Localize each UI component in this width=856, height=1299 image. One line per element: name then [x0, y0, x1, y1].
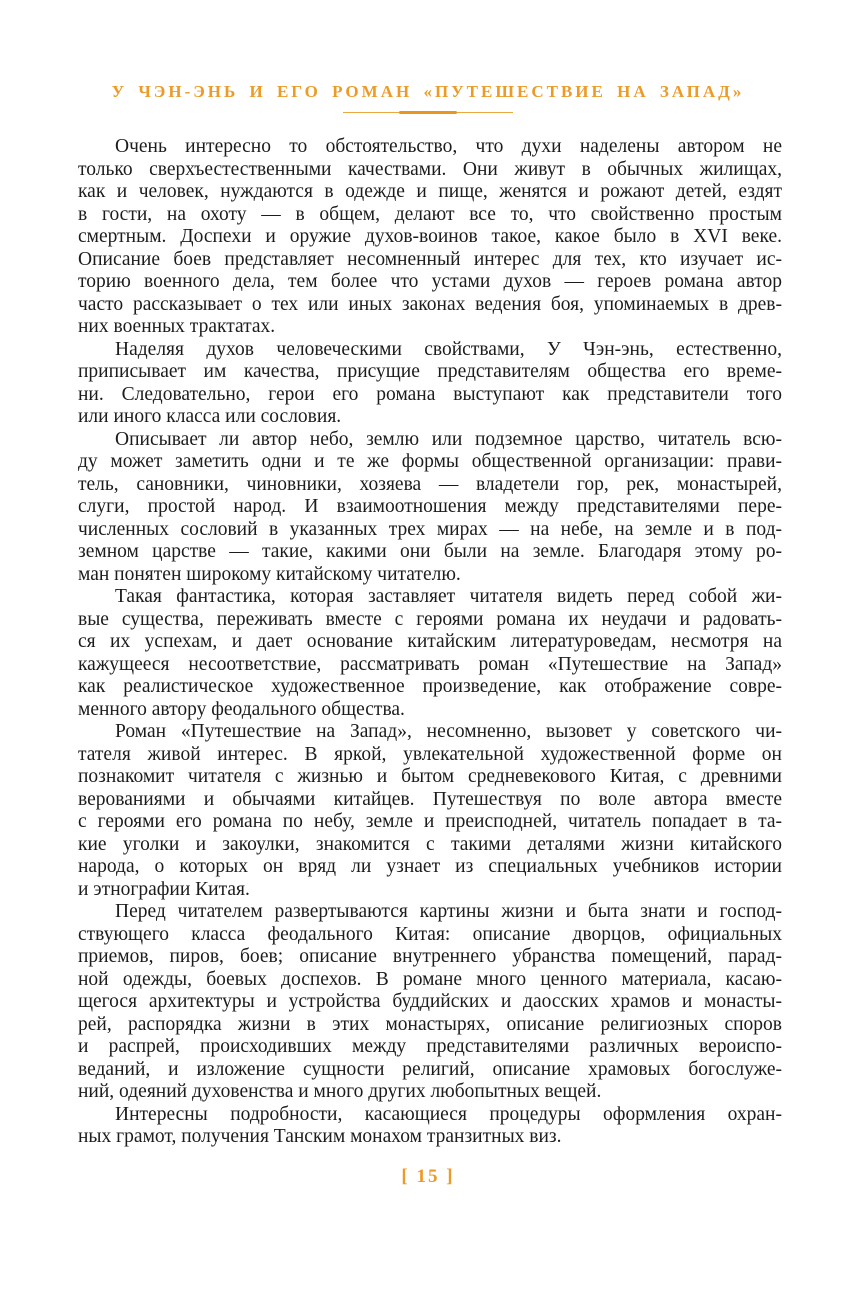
text-line: земном царстве — такие, какими они были на земле. Благодаря этому ро-	[78, 541, 782, 562]
text-line: кие уголки и закоулки, знакомится с такими деталями жизни китайского	[78, 833, 782, 855]
text-line: или иного класса или сословия.	[78, 406, 342, 427]
text-line: ствующего класса феодального Китая: описание дворцов, официальных	[78, 923, 782, 945]
text-line: Наделяя духов человеческими свойствами, У Чэн-энь, естественно,	[115, 338, 782, 360]
text-line: и этнографии Китая.	[78, 878, 250, 900]
ornament-divider	[343, 111, 513, 114]
text-line: познакомит читателя с жизнью и бытом средневекового Китая, с древними	[78, 766, 782, 787]
text-line: как и человек, нуждаются в одежде и пище, женятся и рожают детей, ездят	[78, 181, 782, 202]
text-line: народа, о которых он вряд ли узнает из специальных учебников истории	[78, 856, 782, 877]
text-line: кажущееся несоответствие, рассматривать роман «Путешествие на Запад»	[78, 653, 782, 675]
text-line: ний, одеяний духовенства и много других любопытных вещей.	[78, 1081, 602, 1102]
paragraph	[78, 339, 782, 429]
paragraph	[78, 721, 782, 901]
page-number: [ 15 ]	[401, 1165, 455, 1187]
text-line: тателя живой интерес. В яркой, увлекательной художественной форме он	[78, 743, 782, 765]
text-line: ни. Следовательно, герои его романа выступают как представители того	[78, 383, 782, 405]
paragraph	[78, 429, 782, 587]
text-line: них военных трактатах.	[78, 316, 276, 337]
text-line: приписывает им качества, присущие представителям общества его време-	[78, 361, 782, 382]
text-line: вые существа, переживать вместе с героями романа их неудачи и радовать-	[78, 608, 782, 630]
text-line: торию военного дела, тем более что устами духов — героев романа автор	[78, 271, 782, 292]
text-line: Очень интересно то обстоятельство, что духи наделены автором не	[115, 136, 782, 157]
text-line: часто рассказывает о тех или иных законах ведения боя, упоминаемых в древ-	[78, 293, 782, 315]
text-line: Роман «Путешествие на Запад», несомненно, вызовет у советского чи-	[115, 721, 782, 742]
text-line: ся их успехам, и дает основание китайским литературоведам, несмотря на	[78, 631, 782, 652]
text-line: и распрей, происходивших между представителями различных вероиспо-	[78, 1036, 782, 1057]
text-line: с героями его романа по небу, земле и преисподней, читатель попадает в та-	[78, 811, 782, 832]
page-header	[0, 0, 856, 114]
text-line: тель, сановники, чиновники, хозяева — владетели гор, рек, монастырей,	[78, 473, 782, 495]
text-line: смертным. Доспехи и оружие духов-воинов такое, какое было в XVI веке.	[78, 226, 782, 247]
paragraph	[78, 901, 782, 1104]
text-line: приемов, пиров, боев; описание внутреннего убранства помещений, парад-	[78, 946, 782, 967]
text-line: Такая фантастика, которая заставляет читателя видеть перед собой жи-	[115, 586, 782, 607]
text-line: только сверхъестественными качествами. Они живут в обычных жилищах,	[78, 158, 782, 180]
text-line: рей, распорядка жизни в этих монастырях, описание религиозных споров	[78, 1013, 782, 1035]
text-line: ман понятен широкому китайскому читателю.	[78, 563, 461, 585]
text-line: верованиями и обычаями китайцев. Путешествуя по воле автора вместе	[78, 788, 782, 810]
text-line: слуги, простой народ. И взаимоотношения между представителями пере-	[78, 496, 782, 517]
text-line: ных грамот, получения Танским монахом транзитных виз.	[78, 1126, 562, 1147]
text-line: Перед читателем развертываются картины жизни и быта знати и господ-	[115, 901, 782, 922]
paragraph	[78, 1104, 782, 1149]
text-line: менного автору феодального общества.	[78, 698, 405, 720]
text-line: Описание боев представляет несомненный интерес для тех, кто изучает ис-	[78, 248, 782, 270]
text-line: ной одежды, боевых доспехов. В романе много ценного материала, касаю-	[78, 968, 782, 990]
chapter-title: У ЧЭН-ЭНЬ И ЕГО РОМАН «ПУТЕШЕСТВИЕ НА ЗАПАД»	[111, 82, 745, 101]
text-line: как реалистическое художественное произведение, как отображение совре-	[78, 676, 782, 697]
body-text	[78, 136, 782, 1149]
text-line: Описывает ли автор небо, землю или подземное царство, читатель всю-	[115, 428, 782, 450]
text-line: в гости, на охоту — в общем, делают все то, что свойственно простым	[78, 203, 782, 225]
paragraph	[78, 136, 782, 339]
text-line: веданий, и изложение сущности религий, описание храмовых богослуже-	[78, 1058, 782, 1080]
text-line: ду может заметить одни и те же формы общественной организации: прави-	[78, 451, 782, 472]
text-line: Интересны подробности, касающиеся процедуры оформления охран-	[115, 1103, 782, 1125]
paragraph	[78, 586, 782, 721]
text-line: численных сословий в указанных трех мирах — на небе, на земле и в под-	[78, 518, 782, 540]
page-footer	[0, 1166, 856, 1188]
text-line: щегося архитектуры и устройства буддийских и даосских храмов и монасты-	[78, 991, 782, 1012]
